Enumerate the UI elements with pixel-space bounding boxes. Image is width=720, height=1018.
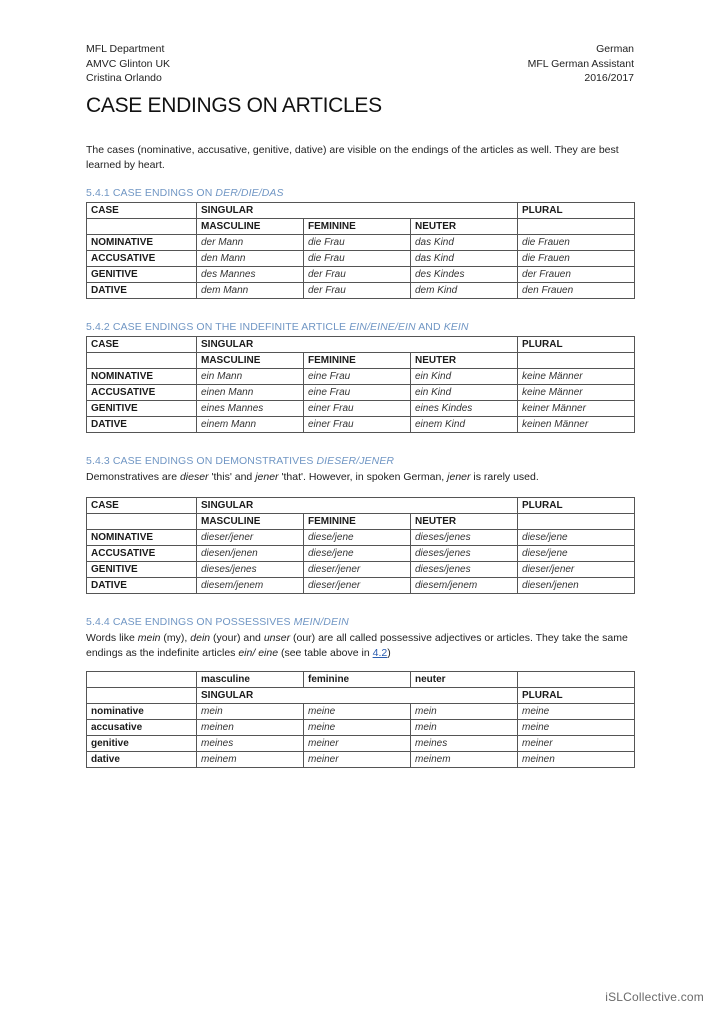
table-cell: die Frau <box>304 250 411 266</box>
table-cell: meinen <box>197 719 304 735</box>
table-cell: den Mann <box>197 250 304 266</box>
table-row <box>87 416 635 432</box>
section-title-2-italic2: KEIN <box>443 320 469 333</box>
desc-text: Demonstratives are <box>86 470 180 483</box>
worksheet-page <box>86 42 634 768</box>
table-cell: die Frauen <box>518 234 635 250</box>
case-header: CASE <box>87 336 197 352</box>
desc-italic: ein/ eine <box>238 646 279 659</box>
table-cell: dieses/jenes <box>411 561 518 577</box>
page-header <box>86 42 634 86</box>
table-row <box>87 577 635 593</box>
masculine-header: MASCULINE <box>197 218 304 234</box>
table-header-row <box>87 687 635 703</box>
table-cell: meine <box>518 719 635 735</box>
department-label: MFL Department <box>86 43 165 55</box>
table-row <box>87 384 635 400</box>
case-label: NOMINATIVE <box>87 234 197 250</box>
section-title-4-italic: MEIN/DEIN <box>293 615 349 628</box>
desc-italic: dein <box>190 631 211 644</box>
section-title-1 <box>86 187 634 199</box>
table-cell: der Frau <box>304 266 411 282</box>
section-title-4 <box>86 616 634 628</box>
case-label: DATIVE <box>87 577 197 593</box>
author-label: Cristina Orlando <box>86 72 162 84</box>
section-4-description <box>86 631 634 661</box>
section-title-3-prefix: 5.4.3 CASE ENDINGS ON DEMONSTRATIVES <box>86 454 317 467</box>
table-cell: dieses/jenes <box>197 561 304 577</box>
table-definite-articles <box>86 202 635 299</box>
table-row <box>87 400 635 416</box>
table-cell: diesem/jenem <box>411 577 518 593</box>
masculine-header: masculine <box>197 671 304 687</box>
table-cell: des Mannes <box>197 266 304 282</box>
watermark: iSLCollective.com <box>605 990 704 1004</box>
table-cell: diese/jene <box>518 529 635 545</box>
table-cell: dieser/jener <box>518 561 635 577</box>
section-title-1-prefix: 5.4.1 CASE ENDINGS ON <box>86 186 216 199</box>
subject-label: German <box>596 43 634 55</box>
table-cell: keine Männer <box>518 368 635 384</box>
school-label: AMVC Glinton UK <box>86 57 171 70</box>
feminine-header: FEMININE <box>304 352 411 368</box>
desc-text: (our) are all called possessive adjectives or articles. They take the same endings as the indefinite articles <box>86 631 628 659</box>
masculine-header: MASCULINE <box>197 352 304 368</box>
table-cell: diese/jene <box>518 545 635 561</box>
table-row <box>87 545 635 561</box>
empty-cell <box>87 352 197 368</box>
singular-header: SINGULAR <box>197 202 518 218</box>
table-cell: der Mann <box>197 234 304 250</box>
table-cell: das Kind <box>411 234 518 250</box>
table-cell: dieser/jener <box>197 529 304 545</box>
table-cell: einem Kind <box>411 416 518 432</box>
table-cell: meines <box>197 735 304 751</box>
desc-text: ) <box>387 646 391 659</box>
empty-cell <box>518 513 635 529</box>
section-title-3-italic: DIESER/JENER <box>316 454 395 467</box>
plural-header: PLURAL <box>518 336 635 352</box>
table-cell: das Kind <box>411 250 518 266</box>
case-label: ACCUSATIVE <box>87 384 197 400</box>
section-title-2-prefix: 5.4.2 CASE ENDINGS ON THE INDEFINITE ARTICLE <box>86 320 350 333</box>
table-possessives <box>86 671 635 768</box>
table-cell: diese/jene <box>304 529 411 545</box>
table-cell: meine <box>304 703 411 719</box>
empty-cell <box>87 513 197 529</box>
table-row <box>87 266 635 282</box>
section-title-3 <box>86 455 634 467</box>
case-label: genitive <box>87 735 197 751</box>
empty-cell <box>518 218 635 234</box>
table-row <box>87 282 635 298</box>
case-label: nominative <box>87 703 197 719</box>
table-cell: einen Mann <box>197 384 304 400</box>
table-cell: diese/jene <box>304 545 411 561</box>
neuter-header: neuter <box>411 671 518 687</box>
table-cell: die Frau <box>304 234 411 250</box>
header-left <box>86 42 170 86</box>
desc-italic: mein <box>137 631 161 644</box>
desc-text: (see table above in <box>278 646 373 659</box>
table-cell: keine Männer <box>518 384 635 400</box>
empty-cell <box>518 671 635 687</box>
section-title-1-italic: DER/DIE/DAS <box>215 186 284 199</box>
table-cell: der Frauen <box>518 266 635 282</box>
table-row <box>87 735 635 751</box>
table-cell: eines Mannes <box>197 400 304 416</box>
table-cell: meiner <box>304 735 411 751</box>
section-title-4-prefix: 5.4.4 CASE ENDINGS ON POSSESSIVES <box>86 615 294 628</box>
table-cell: meinem <box>197 751 304 767</box>
role-label: MFL German Assistant <box>527 57 634 70</box>
plural-header: PLURAL <box>518 202 635 218</box>
section-3-description <box>86 470 634 485</box>
table-cell: meinem <box>411 751 518 767</box>
section-title-2 <box>86 321 634 333</box>
case-label: NOMINATIVE <box>87 529 197 545</box>
table-cell: meine <box>304 719 411 735</box>
desc-text: (my), <box>160 631 191 644</box>
table-cell: dem Kind <box>411 282 518 298</box>
table-cell: eines Kindes <box>411 400 518 416</box>
case-header: CASE <box>87 202 197 218</box>
table-cell: dieser/jener <box>304 561 411 577</box>
case-label: GENITIVE <box>87 400 197 416</box>
feminine-header: FEMININE <box>304 513 411 529</box>
table-cell: meines <box>411 735 518 751</box>
desc-italic: unser <box>263 631 291 644</box>
intro-text: The cases (nominative, accusative, genitive, dative) are visible on the endings of the articles as well. They are best learned by heart. <box>86 143 619 171</box>
masculine-header: MASCULINE <box>197 513 304 529</box>
table-cell: keiner Männer <box>518 400 635 416</box>
table-cell: diesen/jenen <box>197 545 304 561</box>
case-label: GENITIVE <box>87 561 197 577</box>
feminine-header: feminine <box>304 671 411 687</box>
table-cell: eine Frau <box>304 384 411 400</box>
table-header-row <box>87 513 635 529</box>
table-cell: einer Frau <box>304 400 411 416</box>
table-cell: dieses/jenes <box>411 529 518 545</box>
table-cell: meine <box>518 703 635 719</box>
case-label: NOMINATIVE <box>87 368 197 384</box>
table-cell: den Frauen <box>518 282 635 298</box>
table-row <box>87 234 635 250</box>
table-cell: eine Frau <box>304 368 411 384</box>
desc-italic: dieser <box>179 470 209 483</box>
empty-cell <box>518 352 635 368</box>
table-row <box>87 719 635 735</box>
table-cell: einem Mann <box>197 416 304 432</box>
table-demonstratives <box>86 497 635 594</box>
case-label: ACCUSATIVE <box>87 545 197 561</box>
desc-text: is rarely used. <box>470 470 539 483</box>
section-title-2-italic: EIN/EINE/EIN <box>349 320 416 333</box>
case-label: ACCUSATIVE <box>87 250 197 266</box>
plural-header: PLURAL <box>518 687 635 703</box>
table-row <box>87 751 635 767</box>
table-indefinite-articles <box>86 336 635 433</box>
feminine-header: FEMININE <box>304 218 411 234</box>
singular-header: SINGULAR <box>197 687 518 703</box>
table-cell: dieser/jener <box>304 577 411 593</box>
table-cell: diesen/jenen <box>518 577 635 593</box>
table-cell: die Frauen <box>518 250 635 266</box>
section-link-4-2[interactable]: 4.2 <box>372 646 388 659</box>
desc-text: 'this' and <box>208 470 256 483</box>
year-label: 2016/2017 <box>584 72 634 84</box>
table-cell: mein <box>411 703 518 719</box>
table-cell: meiner <box>304 751 411 767</box>
header-right <box>528 42 634 86</box>
table-cell: diesem/jenem <box>197 577 304 593</box>
case-label: DATIVE <box>87 282 197 298</box>
desc-text: (your) and <box>210 631 264 644</box>
table-header-row <box>87 336 635 352</box>
neuter-header: NEUTER <box>411 218 518 234</box>
section-title-2-mid: AND <box>415 320 444 333</box>
table-cell: ein Mann <box>197 368 304 384</box>
singular-header: SINGULAR <box>197 497 518 513</box>
neuter-header: NEUTER <box>411 352 518 368</box>
desc-text: 'that'. However, in spoken German, <box>278 470 448 483</box>
empty-cell <box>87 687 197 703</box>
empty-cell <box>87 671 197 687</box>
table-header-row <box>87 497 635 513</box>
table-row <box>87 529 635 545</box>
case-label: dative <box>87 751 197 767</box>
empty-cell <box>87 218 197 234</box>
table-cell: mein <box>411 719 518 735</box>
table-cell: meiner <box>518 735 635 751</box>
table-header-row <box>87 352 635 368</box>
desc-text: Words like <box>86 631 138 644</box>
table-row <box>87 368 635 384</box>
table-cell: einer Frau <box>304 416 411 432</box>
case-label: DATIVE <box>87 416 197 432</box>
table-cell: dem Mann <box>197 282 304 298</box>
table-header-row <box>87 218 635 234</box>
plural-header: PLURAL <box>518 497 635 513</box>
desc-italic: jener <box>255 470 279 483</box>
table-cell: des Kindes <box>411 266 518 282</box>
case-label: accusative <box>87 719 197 735</box>
table-cell: mein <box>197 703 304 719</box>
singular-header: SINGULAR <box>197 336 518 352</box>
table-header-row <box>87 671 635 687</box>
table-row <box>87 561 635 577</box>
case-header: CASE <box>87 497 197 513</box>
desc-italic: jener <box>447 470 471 483</box>
case-label: GENITIVE <box>87 266 197 282</box>
table-cell: ein Kind <box>411 368 518 384</box>
table-header-row <box>87 202 635 218</box>
table-cell: keinen Männer <box>518 416 635 432</box>
table-row <box>87 250 635 266</box>
table-cell: der Frau <box>304 282 411 298</box>
neuter-header: NEUTER <box>411 513 518 529</box>
table-cell: meinen <box>518 751 635 767</box>
table-row <box>87 703 635 719</box>
page-title: CASE ENDINGS ON ARTICLES <box>86 93 382 117</box>
table-cell: dieses/jenes <box>411 545 518 561</box>
table-cell: ein Kind <box>411 384 518 400</box>
